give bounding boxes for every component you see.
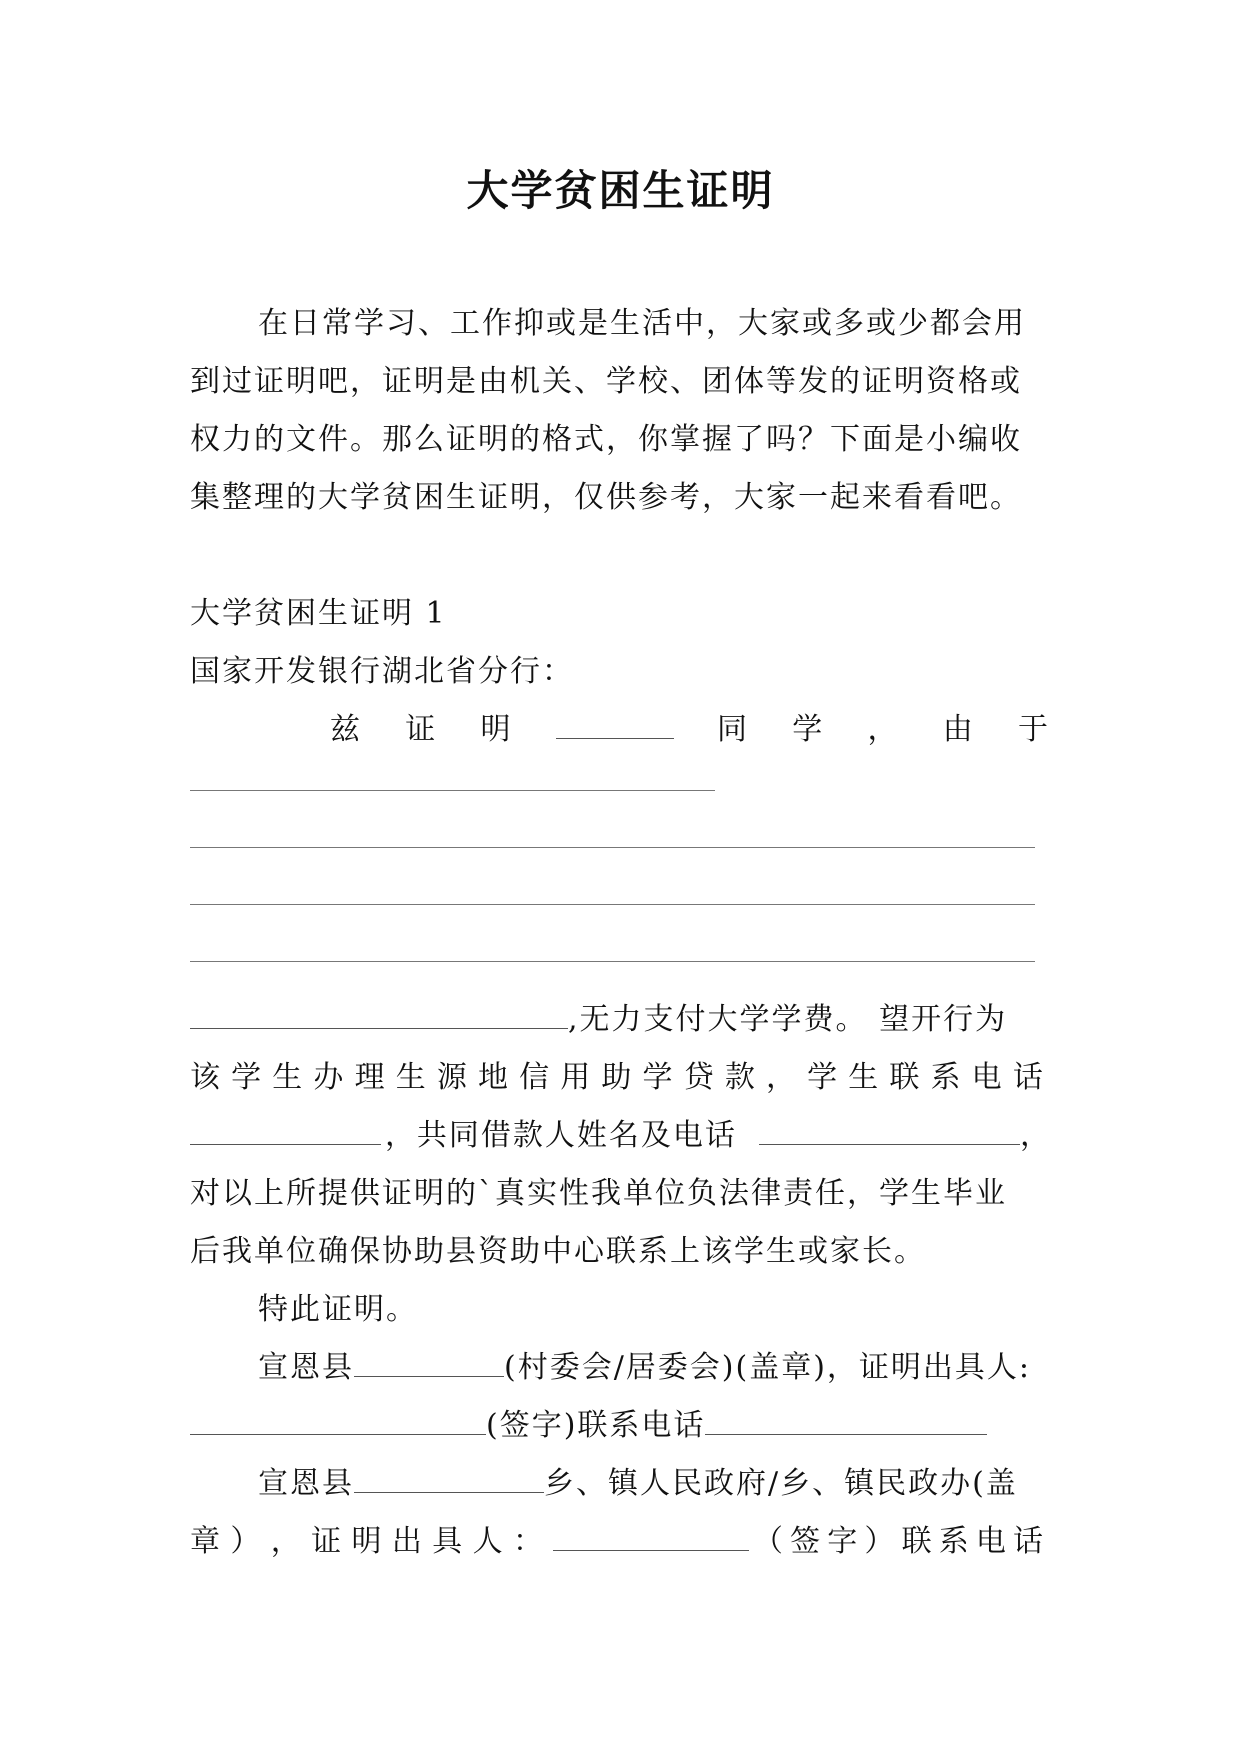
loan-char: 地 bbox=[477, 1060, 510, 1095]
loan-char: ， bbox=[765, 1060, 798, 1095]
assist-line: 后我单位确保协助县资助中心联系上该学生或家长。 bbox=[190, 1234, 926, 1269]
intro-line-1: 在日常学习、工作抑或是生活中，大家或多或少都会用 bbox=[258, 306, 1026, 341]
student-phone-blank[interactable] bbox=[190, 1118, 381, 1145]
sign-char: 话 bbox=[1012, 1524, 1045, 1559]
sign-char: ： bbox=[513, 1524, 545, 1559]
loan-char: 办 bbox=[313, 1060, 346, 1095]
sign-char: 人 bbox=[472, 1524, 505, 1559]
intro-line-2: 到过证明吧，证明是由机关、学校、团体等发的证明资格或 bbox=[190, 364, 1022, 399]
sign-char: 电 bbox=[975, 1524, 1008, 1559]
sign-char: ） bbox=[864, 1524, 897, 1559]
loan-char: 源 bbox=[436, 1060, 469, 1095]
loan-char: 用 bbox=[560, 1060, 593, 1095]
township-county: 宣恩县 bbox=[258, 1466, 354, 1501]
loan-char: 该 bbox=[190, 1060, 222, 1095]
loan-char: 理 bbox=[354, 1060, 387, 1095]
student-name-blank[interactable] bbox=[556, 712, 674, 739]
sign-char: 联 bbox=[901, 1524, 934, 1559]
village-blank[interactable] bbox=[354, 1350, 504, 1377]
loan-char: 学 bbox=[642, 1060, 675, 1095]
village-sign-label: (签字)联系电话 bbox=[486, 1408, 706, 1443]
page-title: 大学贫困生证明 bbox=[466, 166, 775, 215]
sign-char: 签 bbox=[790, 1524, 823, 1559]
sign-char: ， bbox=[270, 1524, 303, 1559]
reason-blank-4[interactable] bbox=[190, 961, 1035, 962]
loan-char: 生 bbox=[848, 1060, 881, 1095]
loan-char: 学 bbox=[807, 1060, 840, 1095]
sign-char: （ bbox=[753, 1524, 785, 1559]
township-sign-line bbox=[190, 1516, 1052, 1560]
township-blank[interactable] bbox=[354, 1466, 544, 1493]
loan-char: 信 bbox=[519, 1060, 552, 1095]
sign-char: 字 bbox=[827, 1524, 860, 1559]
sign-char: 具 bbox=[432, 1524, 465, 1559]
certify-char: 同 bbox=[717, 712, 749, 747]
village-line bbox=[258, 1342, 1031, 1386]
township-line bbox=[258, 1458, 1018, 1502]
township-rest: 乡、镇人民政府/乡、镇民政办(盖 bbox=[544, 1466, 1018, 1501]
loan-char: 联 bbox=[889, 1060, 922, 1095]
village-phone-blank[interactable] bbox=[705, 1408, 987, 1435]
loan-char: 贷 bbox=[683, 1060, 716, 1095]
loan-char: 助 bbox=[601, 1060, 634, 1095]
sign-char: 明 bbox=[351, 1524, 384, 1559]
sign-char: ） bbox=[230, 1524, 263, 1559]
certify-char: ， bbox=[867, 712, 900, 747]
loan-char: 生 bbox=[272, 1060, 305, 1095]
co-borrower-blank[interactable] bbox=[759, 1118, 1020, 1145]
intro-line-3: 权力的文件。那么证明的格式，你掌握了吗？下面是小编收 bbox=[190, 422, 1022, 457]
certify-char: 证 bbox=[405, 712, 438, 747]
loan-char: 系 bbox=[930, 1060, 963, 1095]
loan-char: 款 bbox=[724, 1060, 757, 1095]
loan-char: 话 bbox=[1012, 1060, 1045, 1095]
certify-char: 兹 bbox=[330, 712, 362, 747]
township-signer-blank[interactable] bbox=[553, 1524, 749, 1551]
village-signer-blank[interactable] bbox=[190, 1408, 486, 1435]
village-sign-line bbox=[190, 1400, 987, 1444]
village-rest: (村委会/居委会)(盖章)，证明出具人: bbox=[504, 1350, 1032, 1385]
fee-text: ,无力支付大学学费。 望开行为 bbox=[568, 1002, 1008, 1037]
special-cert: 特此证明。 bbox=[258, 1292, 418, 1327]
loan-line bbox=[190, 1052, 1045, 1096]
village-county: 宣恩县 bbox=[258, 1350, 354, 1385]
sign-char: 出 bbox=[391, 1524, 424, 1559]
liability-line: 对以上所提供证明的`真实性我单位负法律责任，学生毕业 bbox=[190, 1176, 1007, 1211]
sign-char: 章 bbox=[190, 1524, 222, 1559]
reason-blank-1[interactable] bbox=[190, 790, 715, 791]
co-borrower-line bbox=[190, 1110, 1052, 1154]
certify-line bbox=[330, 704, 1050, 748]
fee-line bbox=[190, 994, 1007, 1038]
certify-char: 于 bbox=[1018, 712, 1050, 747]
reason-blank-5[interactable] bbox=[190, 1002, 568, 1029]
section-heading: 大学贫困生证明 1 bbox=[190, 596, 447, 631]
certify-char: 明 bbox=[480, 712, 513, 747]
loan-char: 学 bbox=[231, 1060, 264, 1095]
sign-char: 证 bbox=[311, 1524, 344, 1559]
salutation: 国家开发银行湖北省分行： bbox=[190, 654, 574, 689]
co-borrower-label: ，共同借款人姓名及电话 bbox=[384, 1118, 737, 1153]
reason-blank-2[interactable] bbox=[190, 847, 1035, 848]
intro-line-4: 集整理的大学贫困生证明，仅供参考，大家一起来看看吧。 bbox=[190, 480, 1022, 515]
co-borrower-comma: ， bbox=[1020, 1118, 1052, 1153]
certify-char: 学 bbox=[792, 712, 825, 747]
loan-char: 电 bbox=[971, 1060, 1004, 1095]
sign-char: 系 bbox=[938, 1524, 971, 1559]
certify-char: 由 bbox=[942, 712, 975, 747]
reason-blank-3[interactable] bbox=[190, 904, 1035, 905]
loan-char: 生 bbox=[395, 1060, 428, 1095]
